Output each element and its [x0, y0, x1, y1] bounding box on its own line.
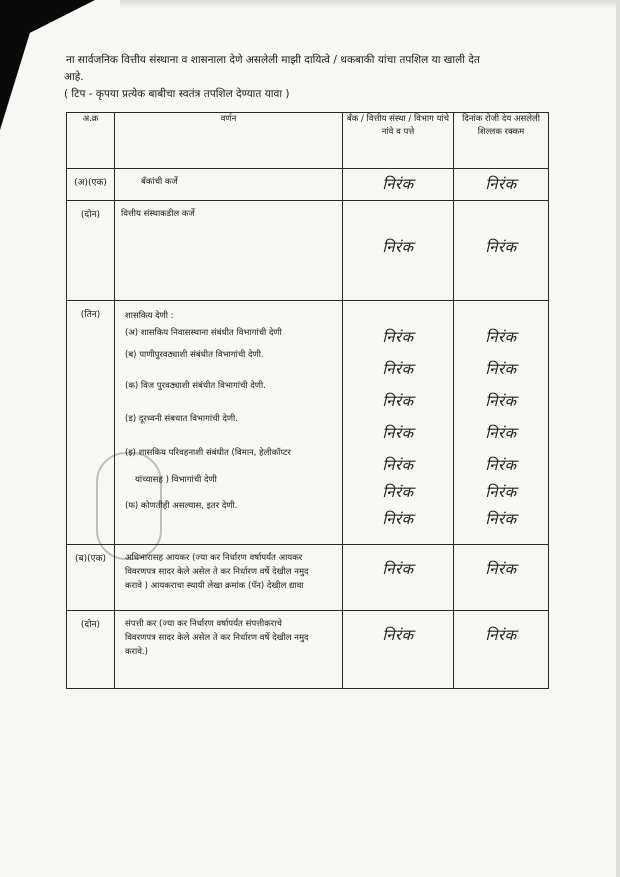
desc-item-a: (अ) शासकिय निवासस्थाना संबंधीत विभागांची देणी [125, 328, 282, 338]
nil-handwriting: निरंक [382, 483, 414, 501]
desc-line: विवरणपत्र सादर केले असेल ते कर निर्धारण वर्षे देखील नमुद [125, 567, 309, 577]
nil-handwriting: निरंक [382, 238, 414, 256]
scan-right-edge [616, 0, 620, 877]
bank-cell [343, 201, 454, 301]
bank-cell [343, 301, 454, 545]
header-description: वर्णन [115, 113, 343, 169]
amount-cell [454, 201, 549, 301]
row-serial: (दोन) [67, 611, 115, 689]
nil-handwriting: निरंक [485, 328, 517, 346]
nil-handwriting: निरंक [382, 392, 414, 410]
nil-handwriting: निरंक [382, 510, 414, 528]
amount-cell [454, 301, 549, 545]
row-description [115, 301, 343, 545]
nil-handwriting: निरंक [485, 483, 517, 501]
desc-line: विवरणपत्र सादर केले असेल ते कर निर्धारण वर्षे देखील नमुद [125, 633, 309, 643]
row-serial: (ब)(एक) [67, 545, 115, 611]
nil-handwriting: निरंक [485, 510, 517, 528]
nil-handwriting: निरंक [382, 560, 414, 578]
header-serial: अ.क्र [67, 113, 115, 169]
nil-handwriting: निरंक [382, 626, 414, 644]
bank-cell [343, 545, 454, 611]
nil-handwriting: निरंक [382, 175, 414, 193]
nil-handwriting: निरंक [485, 626, 517, 644]
nil-handwriting: निरंक [382, 456, 414, 474]
row-description [115, 169, 343, 201]
nil-handwriting: निरंक [485, 560, 517, 578]
nil-handwriting: निरंक [485, 360, 517, 378]
bank-cell [343, 169, 454, 201]
row-serial: (अ)(एक) [67, 169, 115, 201]
desc-item-d: (ड) दूरध्वनी संबधात विभागांची देणी. [125, 414, 238, 424]
desc-heading: शासकिय देणी : [125, 311, 174, 321]
table-header-row [67, 113, 549, 169]
nil-handwriting: निरंक [382, 424, 414, 442]
desc-line: करावे.) [125, 647, 148, 657]
header-amount: दिनांक रोजी देय असलेली शिल्लक रक्कम [454, 113, 549, 169]
nil-handwriting: निरंक [485, 392, 517, 410]
intro-text [66, 52, 566, 103]
row-serial: (दोन) [67, 201, 115, 301]
desc-item-b: (ब) पाणीपुरवठ्याशी संबंधीत विभागांची देणी. [125, 350, 264, 360]
desc-text: वित्तीय संस्थाकडील कर्जे [121, 209, 195, 219]
row-description [115, 201, 343, 301]
nil-handwriting: निरंक [485, 456, 517, 474]
nil-handwriting: निरंक [382, 328, 414, 346]
intro-line-2: आहे. [64, 71, 84, 83]
desc-text: बँकांची कर्जे [141, 177, 178, 187]
table-row [67, 611, 549, 689]
desc-item-f: (फ) कोणतीही असल्यास, इतर देणी. [125, 501, 238, 511]
desc-item-e: (इ) शासकिय परिवहनाशी संबंधीत (विमान, हेलीकॉप्टर [125, 448, 291, 458]
header-bank: बँक / वित्तीय संस्था / विभाग यांचे नांवे व पत्ते [343, 113, 454, 169]
intro-note: ( टिप - कृपया प्रत्येक बाबीचा स्वतंत्र तपशिल देण्यात यावा ) [64, 88, 290, 100]
desc-line: संपत्ती कर (ज्या कर निर्धारण वर्षापर्यंत संपत्तीकराचे [125, 619, 282, 629]
row-description [115, 611, 343, 689]
scan-top-edge [120, 0, 620, 8]
table-row [67, 545, 549, 611]
table-row [67, 301, 549, 545]
nil-handwriting: निरंक [382, 360, 414, 378]
desc-item-e-cont: यांच्यासह ) विभागांची देणी [135, 475, 217, 485]
row-description [115, 545, 343, 611]
scan-corner-shadow-2 [0, 0, 95, 48]
amount-cell [454, 611, 549, 689]
row-serial: (तिन) [67, 301, 115, 545]
desc-line: करावे ) आयकराचा स्थायी लेखा क्रमांक (पॅन) देखील द्यावा [125, 581, 304, 591]
nil-handwriting: निरंक [485, 424, 517, 442]
desc-line: अधिभारासह आयकर (ज्या कर निर्धारण वर्षापर्यंत आयकर [125, 553, 303, 563]
table-row [67, 169, 549, 201]
liabilities-table [66, 112, 549, 689]
amount-cell [454, 169, 549, 201]
amount-cell [454, 545, 549, 611]
bank-cell [343, 611, 454, 689]
desc-item-c: (क) विज पुरवठ्याशी संबंधीत विभागांची देणी. [125, 381, 266, 391]
nil-handwriting: निरंक [485, 175, 517, 193]
table-row [67, 201, 549, 301]
nil-handwriting: निरंक [485, 238, 517, 256]
intro-line-1: ना सार्वजनिक वित्तीय संस्थाना व शासनाला देणे असलेली माझी दायित्वे / थकबाकी यांचा तपशिल या खाली देत [66, 54, 480, 66]
